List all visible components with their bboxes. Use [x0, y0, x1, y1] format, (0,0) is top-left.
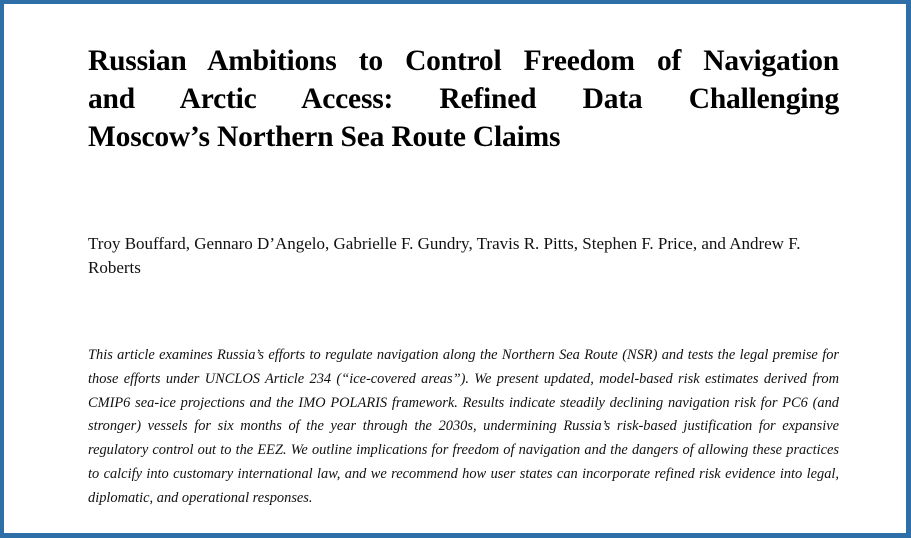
- article-title: [88, 42, 839, 156]
- author-list: Troy Bouffard, Gennaro D’Angelo, Gabrielle F. Gundry, Travis R. Pitts, Stephen F. Price, and Andrew F. Roberts: [88, 234, 801, 277]
- title-line-3: Moscow’s Northern Sea Route Claims: [88, 121, 561, 153]
- title-line-1: Russian Ambitions to Control Freedom of Navigation: [88, 45, 839, 77]
- title-line-2: and Arctic Access: Refined Data Challenging: [88, 83, 839, 115]
- abstract-text: This article examines Russia’s efforts to regulate navigation along the Northern Sea Route (NSR) and tests the legal premise for those efforts under UNCLOS Article 234 (“ice-covered areas”). We present updated, model-based risk estimates derived from CMIP6 sea-ice projections and the IMO POLARIS framework. Results indicate steadily declining navigation risk for PC6 (and stronger) vessels for six months of the year through the 2030s, undermining Russia’s risk-based justification for expansive regulatory control out to the EEZ. We outline implications for freedom of navigation and the dangers of allowing these practices to calcify into customary international law, and we recommend how user states can incorporate refined risk evidence into legal, diplomatic, and operational responses.: [88, 347, 839, 506]
